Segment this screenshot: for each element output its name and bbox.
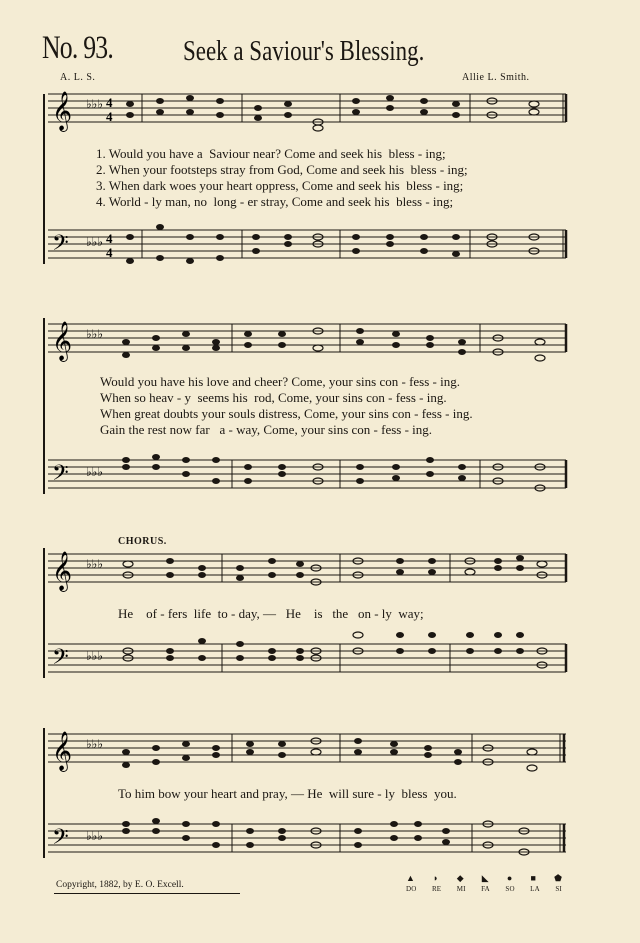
treble-staff-3: [0, 548, 640, 608]
svg-text:♭♭♭: ♭♭♭: [86, 649, 103, 663]
svg-text:♭♭♭: ♭♭♭: [86, 557, 103, 571]
svg-text:♭♭♭: ♭♭♭: [86, 465, 103, 479]
svg-text:♭♭♭: ♭♭♭: [86, 235, 103, 249]
hymn-number: No. 93.: [42, 30, 114, 66]
solfege-mi: MI: [456, 885, 466, 893]
music-author: Allie L. Smith.: [462, 72, 530, 83]
bass-staff-3: [0, 638, 640, 698]
verse-line: When so heav - y seems his rod, Come, your sins con - fess - ing.: [100, 390, 447, 405]
svg-text:♭♭♭: ♭♭♭: [86, 737, 103, 751]
treble-staff-4: [0, 728, 640, 788]
triangle-note-icon: ▲: [406, 873, 415, 883]
verse-line: 2. When your footsteps stray from God, Come and seek his bless - ing;: [96, 162, 468, 177]
svg-text:𝄞: 𝄞: [52, 91, 73, 131]
copyright-notice: Copyright, 1882, by E. O. Excell.: [56, 880, 184, 890]
diamond-note-icon: ◆: [456, 873, 464, 883]
verse-line: 3. When dark woes your heart oppress, Come and seek his bless - ing;: [96, 178, 464, 193]
svg-text:♭♭♭: ♭♭♭: [86, 829, 103, 843]
verse-line: 4. World - ly man, no long - er stray, Come and seek his bless - ing;: [96, 194, 454, 209]
bass-staff-2: [0, 454, 640, 514]
chorus-line: To him bow your heart and pray, — He will sure - ly bless you.: [118, 786, 457, 801]
chorus-label: CHORUS.: [118, 536, 167, 547]
svg-text:𝄢: 𝄢: [52, 645, 69, 675]
svg-text:♭♭♭: ♭♭♭: [86, 327, 103, 341]
svg-text:𝄞: 𝄞: [52, 321, 73, 361]
keystone-note-icon: ⬟: [554, 873, 562, 883]
divider: [54, 893, 240, 894]
half-triangle-note-icon: ◣: [481, 873, 489, 883]
solfege-fa: FA: [481, 885, 490, 893]
svg-text:4: 4: [106, 245, 113, 260]
verse-line: Would you have his love and cheer? Come, your sins con - fess - ing.: [100, 374, 460, 389]
verse-line: 1. Would you have a Saviour near? Come and seek his bless - ing;: [96, 146, 446, 161]
bass-staff-1: [0, 224, 640, 284]
svg-text:♭♭♭: ♭♭♭: [86, 97, 103, 111]
svg-text:4: 4: [106, 109, 113, 124]
verse-line: When great doubts your souls distress, Come, your sins con - fess - ing.: [100, 406, 473, 421]
svg-text:4: 4: [106, 95, 113, 110]
bass-staff-4: [0, 818, 640, 878]
solfege-do: DO: [406, 885, 417, 893]
svg-text:𝄞: 𝄞: [52, 551, 73, 591]
verse-line: Gain the rest now far a - way, Come, your sins con - fess - ing.: [100, 422, 433, 437]
solfege-key: [406, 873, 562, 893]
crescent-note-icon: ◗: [433, 873, 439, 883]
chorus-line: He of - fers life to - day, — He is the on - ly way;: [118, 606, 424, 621]
svg-text:𝄢: 𝄢: [52, 825, 69, 855]
square-note-icon: ■: [530, 873, 536, 883]
svg-text:𝄢: 𝄢: [52, 231, 69, 261]
svg-text:4: 4: [106, 231, 113, 246]
treble-staff-2: [0, 318, 640, 378]
svg-text:𝄞: 𝄞: [52, 731, 73, 771]
svg-text:𝄢: 𝄢: [52, 461, 69, 491]
solfege-so: SO: [505, 885, 515, 893]
solfege-labels: [406, 885, 562, 893]
solfege-re: RE: [431, 885, 442, 893]
round-note-icon: ●: [506, 873, 513, 883]
treble-staff-1: [0, 88, 640, 148]
hymn-title: Seek a Saviour's Blessing.: [183, 36, 425, 67]
words-author: A. L. S.: [60, 72, 96, 83]
solfege-si: SI: [555, 885, 562, 893]
shape-note-row: [406, 873, 562, 884]
solfege-la: LA: [530, 885, 540, 893]
